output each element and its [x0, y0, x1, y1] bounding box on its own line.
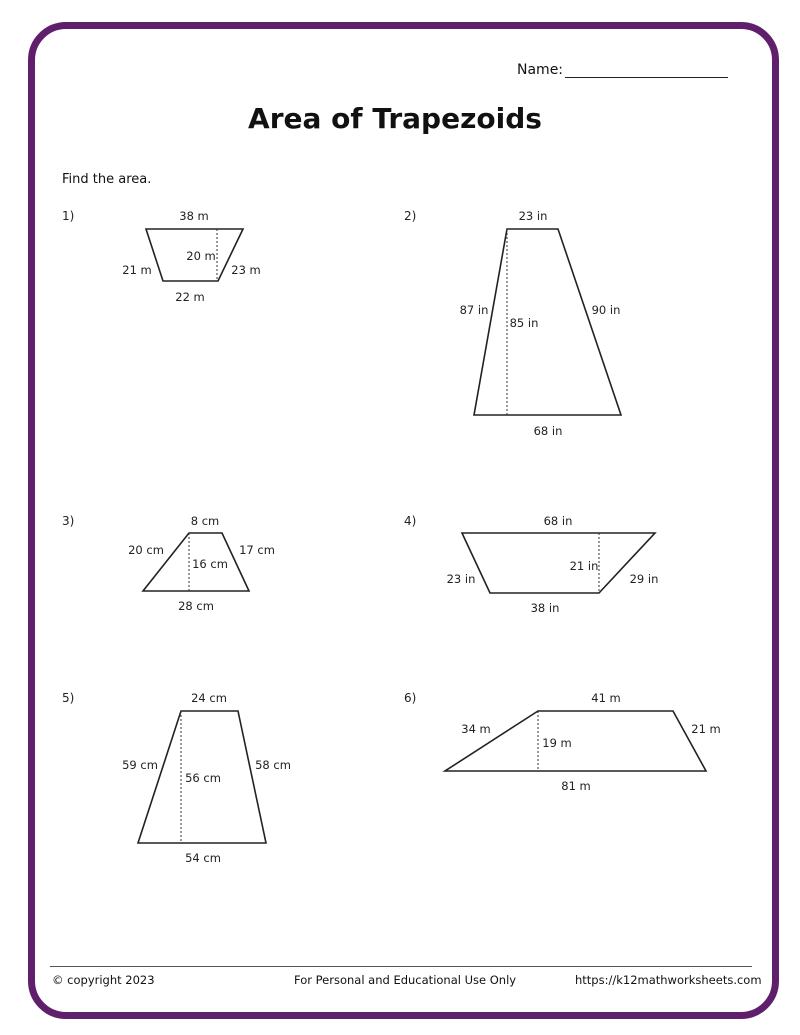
height-label: 16 cm: [192, 557, 228, 571]
problem-number: 5): [62, 691, 75, 705]
top-base-label: 38 m: [179, 209, 209, 223]
right-side-label: 58 cm: [255, 758, 291, 772]
trapezoid: [474, 229, 621, 415]
trapezoid: [462, 533, 655, 593]
left-side-label: 20 cm: [128, 543, 164, 557]
height-label: 56 cm: [185, 771, 221, 785]
left-side-label: 59 cm: [122, 758, 158, 772]
footer-copyright: © copyright 2023: [52, 973, 155, 987]
top-base-label: 8 cm: [190, 514, 220, 528]
problem-number: 1): [62, 209, 75, 223]
problem-4: [404, 514, 658, 615]
right-side-label: 90 in: [591, 303, 621, 317]
page-title: Area of Trapezoids: [248, 102, 542, 135]
problem-6: [404, 691, 721, 793]
problem-number: 6): [404, 691, 417, 705]
trapezoid: [445, 711, 706, 771]
instructions: Find the area.: [62, 172, 152, 187]
left-side-label: 23 in: [446, 572, 476, 586]
bottom-base-label: 22 m: [175, 290, 205, 304]
footer-notice: For Personal and Educational Use Only: [294, 973, 517, 987]
height-label: 21 in: [569, 559, 599, 573]
name-label: Name:: [517, 62, 564, 78]
problem-2: [404, 209, 621, 438]
footer-url[interactable]: https://k12mathworksheets.com: [575, 973, 762, 987]
left-side-label: 34 m: [461, 722, 491, 736]
problem-number: 3): [62, 514, 75, 528]
height-label: 19 m: [542, 736, 572, 750]
height-label: 85 in: [509, 316, 539, 330]
left-side-label: 87 in: [459, 303, 489, 317]
footer-divider: [50, 966, 752, 967]
right-side-label: 17 cm: [239, 543, 275, 557]
top-base-label: 24 cm: [191, 691, 227, 705]
problem-1: [62, 209, 261, 304]
problem-5: [62, 691, 291, 865]
problem-number: 4): [404, 514, 417, 528]
bottom-base-label: 81 m: [561, 779, 591, 793]
bottom-base-label: 38 in: [530, 601, 560, 615]
top-base-label: 41 m: [591, 691, 621, 705]
height-label: 20 m: [186, 249, 216, 263]
left-side-label: 21 m: [122, 263, 152, 277]
right-side-label: 23 m: [231, 263, 261, 277]
top-base-label: 68 in: [543, 514, 573, 528]
right-side-label: 29 in: [629, 572, 659, 586]
problem-number: 2): [404, 209, 417, 223]
bottom-base-label: 54 cm: [185, 851, 221, 865]
top-base-label: 23 in: [518, 209, 548, 223]
right-side-label: 21 m: [691, 722, 721, 736]
problem-3: [62, 514, 275, 613]
bottom-base-label: 28 cm: [178, 599, 214, 613]
bottom-base-label: 68 in: [533, 424, 563, 438]
